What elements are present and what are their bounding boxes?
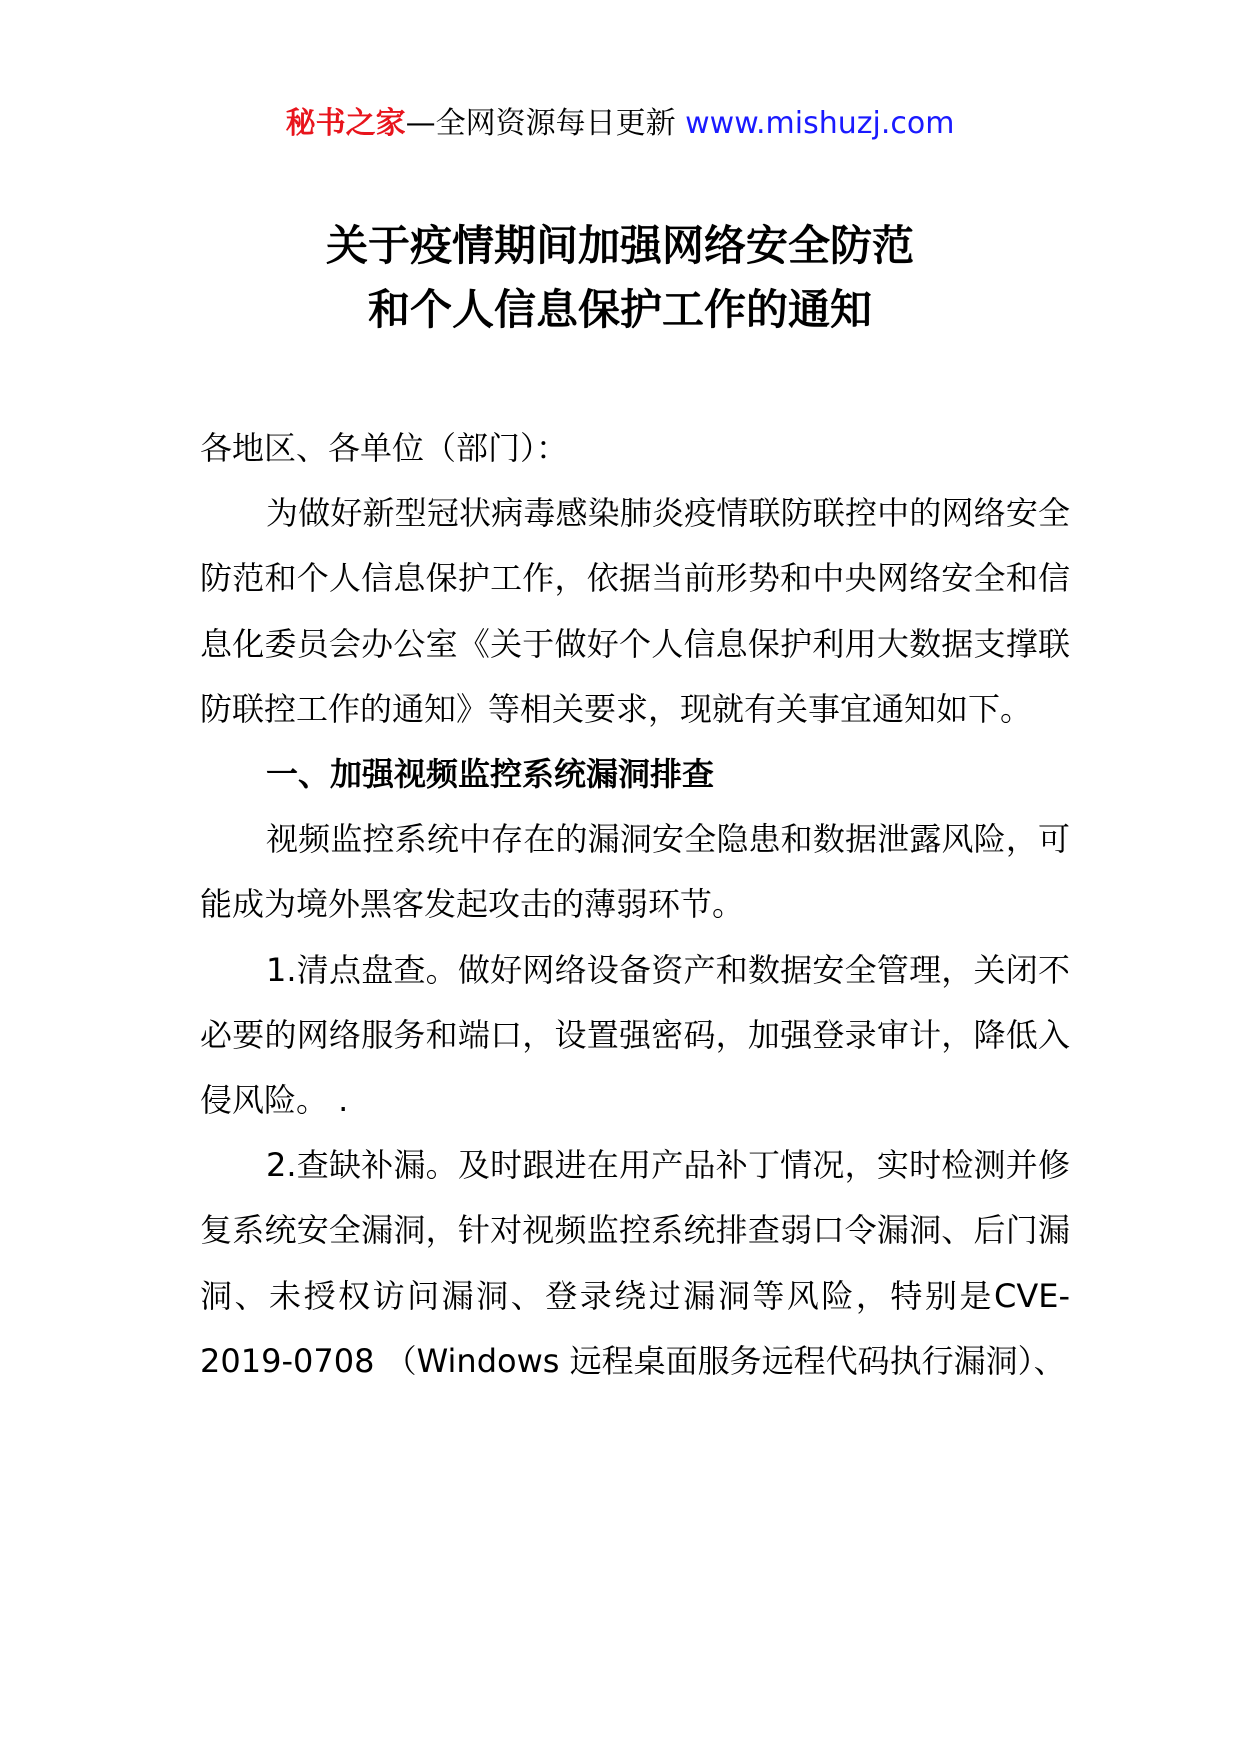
- document-body: [200, 416, 1070, 1394]
- site-brand: 秘书之家: [285, 106, 406, 141]
- item-2-paragraph: 2.查缺补漏。及时跟进在用产品补丁情况，实时检测并修复系统安全漏洞，针对视频监控系统排查弱口令漏洞、后门漏 洞、未授权访问漏洞、登录绕过漏洞等风险，特别是CVE-2019-0708 （Windows 远程桌面服务远程代码执行漏洞）、: [200, 1146, 1070, 1380]
- section-heading-1: 一、加强视频监控系统漏洞排查: [266, 755, 715, 794]
- intro-paragraph: 为做好新型冠状病毒感染肺炎疫情联防联控中的网络安全防范和个人信息保护工作，依据当前形势和中央网络安全和信息化委员会办公室《关于做好个人信息保护利用大数据支撑联防联控工作的通知》等相关要求，现就有关事宜通知如下。: [200, 494, 1070, 728]
- title-line-1: 关于疫情期间加强网络安全防范: [325, 221, 914, 270]
- document-title: [0, 214, 1240, 342]
- site-url-link[interactable]: www.mishuzj.com: [685, 106, 955, 141]
- item-1-paragraph: 1.清点盘查。做好网络设备资产和数据安全管理，关闭不必要的网络服务和端口，设置强密码，加强登录审计，降低入侵风险。 .: [200, 950, 1070, 1120]
- section-1-paragraph: 视频监控系统中存在的漏洞安全隐患和数据泄露风险，可能成为境外黑客发起攻击的薄弱环节。: [200, 820, 1070, 924]
- title-line-2: 和个人信息保护工作的通知: [367, 285, 872, 334]
- site-header: [0, 104, 1240, 144]
- site-slogan: —全网资源每日更新: [405, 106, 686, 141]
- salutation: 各地区、各单位（部门）：: [200, 429, 569, 467]
